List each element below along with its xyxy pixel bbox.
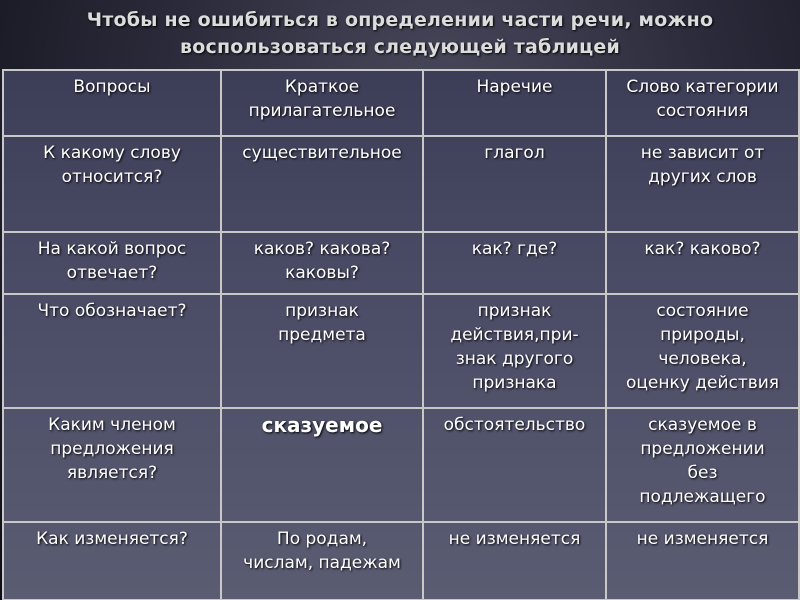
cell-text: глагол bbox=[484, 143, 545, 163]
question-text: Каким членом bbox=[48, 415, 176, 435]
question-cell bbox=[3, 408, 221, 522]
header-text: Вопросы bbox=[73, 77, 151, 97]
question-text: Что обозначает? bbox=[37, 301, 187, 321]
cell-text: как? каково? bbox=[644, 239, 761, 259]
cell-text: других слов bbox=[648, 167, 757, 187]
header-adverb bbox=[423, 70, 606, 136]
cell-text: сказуемое bbox=[261, 413, 383, 437]
header-state-category bbox=[606, 70, 799, 136]
question-text: На какой вопрос bbox=[37, 239, 187, 259]
cell-text: не зависит от bbox=[640, 143, 765, 163]
table-cell bbox=[423, 294, 606, 408]
table-cell bbox=[423, 136, 606, 232]
table-row bbox=[3, 232, 799, 294]
cell-text: признак bbox=[285, 301, 359, 321]
question-text: Как изменяется? bbox=[36, 529, 188, 549]
header-text: Краткое bbox=[284, 77, 360, 97]
cell-text: числам, падежам bbox=[243, 553, 401, 573]
cell-text: каков? какова? bbox=[253, 239, 391, 259]
table-row bbox=[3, 408, 799, 522]
question-cell bbox=[3, 136, 221, 232]
cell-text: подлежащего bbox=[639, 487, 766, 507]
parts-of-speech-table bbox=[2, 69, 800, 600]
title-line-1: Чтобы не ошибиться в определении части речи, можно bbox=[86, 9, 714, 31]
cell-text: человека, bbox=[658, 349, 747, 369]
cell-text: действия,при- bbox=[450, 325, 579, 345]
header-text: Слово категории bbox=[626, 77, 779, 97]
table-cell bbox=[221, 408, 423, 522]
cell-text: знак другого bbox=[455, 349, 574, 369]
question-cell bbox=[3, 522, 221, 600]
header-questions bbox=[3, 70, 221, 136]
cell-text: каковы? bbox=[285, 263, 359, 283]
table-cell bbox=[606, 522, 799, 600]
table-cell bbox=[606, 232, 799, 294]
cell-text: без bbox=[687, 463, 718, 483]
table-cell bbox=[221, 522, 423, 600]
table-cell bbox=[606, 408, 799, 522]
cell-text: существительное bbox=[242, 143, 402, 163]
table-cell bbox=[221, 136, 423, 232]
header-text: состояния bbox=[656, 101, 749, 121]
cell-text: предмета bbox=[278, 325, 366, 345]
table-cell bbox=[606, 294, 799, 408]
title-line-2: воспользоваться следующей таблицей bbox=[180, 36, 620, 58]
cell-text: обстоятельство bbox=[443, 415, 586, 435]
cell-text: признака bbox=[472, 373, 557, 393]
cell-text: природы, bbox=[660, 325, 745, 345]
question-cell bbox=[3, 232, 221, 294]
table-cell bbox=[221, 294, 423, 408]
cell-text: не изменяется bbox=[636, 529, 769, 549]
table-cell bbox=[423, 232, 606, 294]
question-text: является? bbox=[66, 463, 158, 483]
table-cell bbox=[423, 522, 606, 600]
cell-text: признак bbox=[477, 301, 552, 321]
cell-text: оценку действия bbox=[625, 373, 780, 393]
header-text: прилагательное bbox=[248, 101, 396, 121]
question-text: предложения bbox=[50, 439, 174, 459]
cell-text: как? где? bbox=[471, 239, 558, 259]
table-cell bbox=[606, 136, 799, 232]
header-short-adjective bbox=[221, 70, 423, 136]
table-row bbox=[3, 294, 799, 408]
table-row bbox=[3, 522, 799, 600]
table-row bbox=[3, 136, 799, 232]
cell-text: состояние bbox=[656, 301, 749, 321]
table-cell bbox=[423, 408, 606, 522]
question-cell bbox=[3, 294, 221, 408]
table-cell bbox=[221, 232, 423, 294]
cell-text: сказуемое в bbox=[648, 415, 757, 435]
header-row bbox=[3, 70, 799, 136]
question-text: К какому слову bbox=[43, 143, 181, 163]
cell-text: По родам, bbox=[276, 529, 368, 549]
question-text: относится? bbox=[61, 167, 163, 187]
cell-text: предложении bbox=[640, 439, 765, 459]
slide-title bbox=[0, 0, 800, 68]
cell-text: не изменяется bbox=[448, 529, 581, 549]
header-text: Наречие bbox=[476, 77, 553, 97]
question-text: отвечает? bbox=[66, 263, 158, 283]
